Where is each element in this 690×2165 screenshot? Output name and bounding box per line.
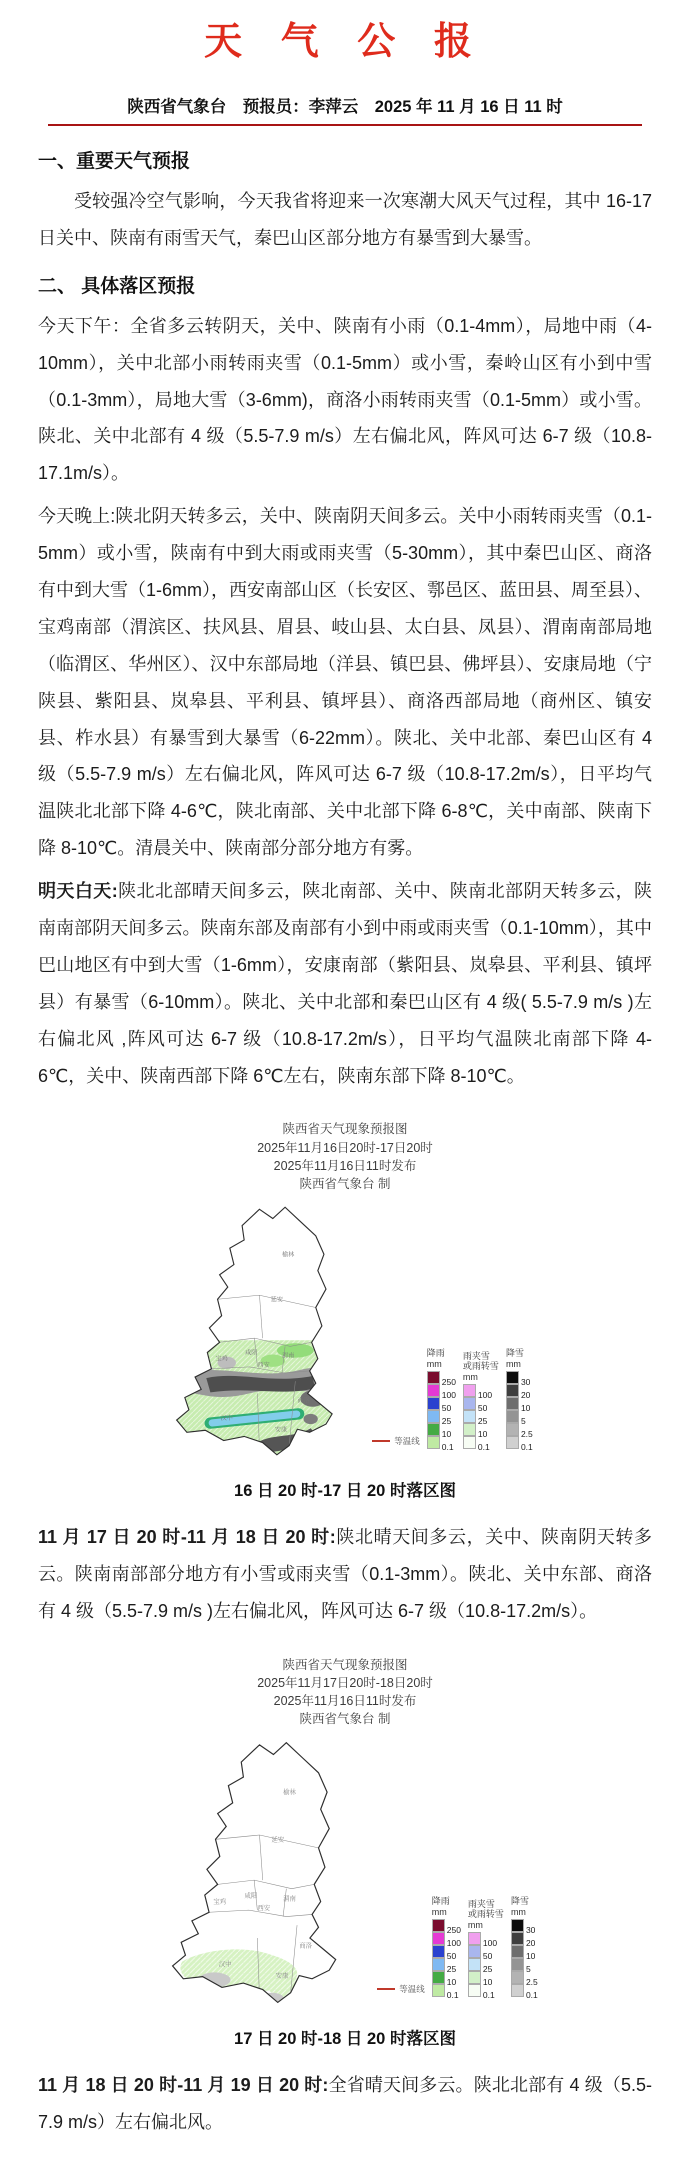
map2-header xyxy=(38,1656,652,1729)
map2-header-line1: 陕西省天气现象预报图 xyxy=(282,1657,408,1672)
map1-header-line2: 2025年11月16日20时-17日20时 xyxy=(257,1140,433,1155)
legend-segment xyxy=(468,1932,498,1949)
legend-sleet-title: 雨夹雪 或雨转雪 mm xyxy=(467,1899,504,1930)
city-label: 延安 xyxy=(270,1296,284,1304)
map1-header-line1: 陕西省天气现象预报图 xyxy=(282,1122,408,1137)
issuer-meta-line: 陕西省气象台 预报员：李萍云 2025 年 11 月 16 日 11 时 xyxy=(127,98,563,116)
legend-snow-column xyxy=(505,1348,533,1452)
legend-value-label: 0.1 xyxy=(520,1441,533,1452)
city-label: 汉中 xyxy=(218,1961,232,1969)
legend-color-swatch xyxy=(468,1984,481,1997)
legend-color-swatch xyxy=(427,1410,440,1423)
legend-value-label: 50 xyxy=(482,1951,493,1962)
legend-snow-column xyxy=(510,1896,538,2001)
legend-snow-title: 降雪 mm xyxy=(510,1896,529,1917)
city-label: 渭南 xyxy=(283,1895,297,1903)
city-label: 咸阳 xyxy=(245,1349,258,1357)
legend-rain-title: 降雨 mm xyxy=(426,1348,445,1369)
legend-color-swatch xyxy=(468,1958,481,1971)
legend-value-label: 10 xyxy=(441,1428,452,1439)
legend-snow-bar xyxy=(506,1371,533,1452)
legend-value-label: 0.1 xyxy=(446,1990,459,2001)
legend-color-swatch xyxy=(427,1436,440,1449)
city-label: 西安 xyxy=(257,1905,271,1913)
city-label: 安康 xyxy=(275,1426,288,1434)
legend-color-swatch xyxy=(506,1410,519,1423)
legend-snow-title: 降雪 mm xyxy=(505,1348,524,1369)
map2-header-line2: 2025年11月17日20时-18日20时 xyxy=(257,1675,433,1690)
map2-area xyxy=(65,1732,625,2011)
legend-color-swatch xyxy=(463,1423,476,1436)
shaanxi-map-2 xyxy=(152,1732,367,2011)
legend-value-label: 25 xyxy=(441,1415,452,1426)
legend-color-swatch xyxy=(463,1384,476,1397)
legend-color-swatch xyxy=(511,1984,524,1997)
legend-value-label: 250 xyxy=(446,1925,461,1936)
legend-value-label: 5 xyxy=(525,1964,531,1975)
legend-sleet-column xyxy=(462,1350,499,1452)
map1-caption: 16 日 20 时-17 日 20 时落区图 xyxy=(234,1481,456,1500)
city-label: 汉中 xyxy=(220,1415,234,1423)
tomorrow-forecast-paragraph xyxy=(38,873,652,1094)
legend-value-label: 100 xyxy=(482,1938,498,1949)
legend-color-swatch xyxy=(432,1971,445,1984)
isoline-legend xyxy=(377,1983,425,1995)
isoline-symbol xyxy=(372,1440,390,1442)
forecast-map-block-1 xyxy=(38,1120,652,1501)
legend-value-label: 25 xyxy=(482,1964,493,1975)
city-label: 安康 xyxy=(275,1972,289,1980)
legend-color-swatch xyxy=(432,1958,445,1971)
map2-caption: 17 日 20 时-18 日 20 时落区图 xyxy=(234,2030,456,2049)
legend-segment xyxy=(511,1971,538,1988)
legend-color-swatch xyxy=(511,1958,524,1971)
legend-color-swatch xyxy=(468,1945,481,1958)
section2-heading: 二、 具体落区预报 xyxy=(38,275,196,297)
city-label: 榆林 xyxy=(283,1789,297,1797)
important-forecast-text: 受较强冷空气影响，今天我省将迎来一次寒潮大风天气过程，其中 16-17 日关中、陕南有雨雪天气，秦巴山区部分地方有暴雪到大暴雪。 xyxy=(38,191,652,248)
legend-color-swatch xyxy=(432,1919,445,1932)
legend-color-swatch xyxy=(463,1436,476,1449)
legend-value-label: 20 xyxy=(520,1389,531,1400)
nov17-label: 11 月 17 日 20 时-11 月 18 日 20 时: xyxy=(38,1526,336,1547)
legend-rain-bar xyxy=(432,1919,461,2001)
legend-color-swatch xyxy=(506,1397,519,1410)
legend-snow-bar xyxy=(511,1919,538,2001)
map2-legend xyxy=(377,1896,538,2011)
city-label: 咸阳 xyxy=(244,1892,258,1900)
legend-color-swatch xyxy=(432,1932,445,1945)
legend-value-label: 0.1 xyxy=(525,1990,538,2001)
legend-color-swatch xyxy=(506,1384,519,1397)
afternoon-forecast-paragraph xyxy=(38,308,652,492)
legend-color-swatch xyxy=(432,1945,445,1958)
legend-value-label: 20 xyxy=(525,1938,536,1949)
legend-color-swatch xyxy=(427,1397,440,1410)
legend-value-label: 0.1 xyxy=(482,1990,495,2001)
map1-header-line3: 2025年11月16日11时发布 xyxy=(273,1158,417,1173)
legend-segment xyxy=(463,1384,493,1400)
afternoon-text: 全省多云转阴天，关中、陕南有小雨（0.1-4mm），局地中雨（4-10mm），关中北部小雨转雨夹雪（0.1-5mm）或小雪，秦岭山区有小到中雪（0.1-3mm），局地大雪（3-6mm)，商洛小雨转雨夹雪（0.1-5mm）或小雪。陕北、关中北部有 4 级（5.5-7.9 m/s）左右偏北风，阵风可达 6-7 级（10.8-17.1m/s）。 xyxy=(38,315,652,484)
city-label: 宝鸡 xyxy=(213,1898,227,1906)
section1-heading: 一、重要天气预报 xyxy=(38,151,191,172)
meta-underline xyxy=(48,93,642,126)
legend-color-swatch xyxy=(511,1919,524,1932)
legend-value-label: 50 xyxy=(477,1402,488,1413)
legend-value-label: 250 xyxy=(441,1376,456,1387)
isoline-label: 等温线 xyxy=(399,1984,425,1995)
city-label: 榆林 xyxy=(282,1251,295,1259)
legend-color-swatch xyxy=(511,1945,524,1958)
shaanxi-map-1 xyxy=(157,1197,362,1463)
legend-value-label: 10 xyxy=(477,1428,488,1439)
legend-segment xyxy=(432,1919,461,1936)
legend-value-label: 10 xyxy=(446,1977,457,1988)
legend-rain-column xyxy=(431,1896,461,2001)
legend-color-swatch xyxy=(506,1436,519,1449)
legend-segment xyxy=(506,1423,533,1439)
isoline-label: 等温线 xyxy=(394,1435,420,1446)
important-forecast-paragraph xyxy=(38,183,652,257)
nov17-forecast-paragraph xyxy=(38,1519,652,1630)
city-label: 延安 xyxy=(271,1836,285,1844)
legend-value-label: 10 xyxy=(482,1977,493,1988)
map2-header-line4: 陕西省气象台 制 xyxy=(299,1712,391,1727)
legend-value-label: 0.1 xyxy=(441,1441,454,1452)
legend-value-label: 30 xyxy=(525,1925,536,1936)
legend-value-label: 10 xyxy=(520,1402,531,1413)
nov18-text: 全省晴天间多云。陕北北部有 4 级（5.5-7.9 m/s）左右偏北风。 xyxy=(38,2075,653,2133)
legend-color-swatch xyxy=(511,1932,524,1945)
legend-value-label: 50 xyxy=(441,1402,452,1413)
legend-sleet-title: 雨夹雪 或雨转雪 mm xyxy=(462,1350,499,1382)
legend-sleet-bar xyxy=(463,1384,493,1452)
map1-header-line4: 陕西省气象台 制 xyxy=(299,1176,391,1191)
legend-color-swatch xyxy=(506,1371,519,1384)
legend-value-label: 25 xyxy=(446,1964,457,1975)
map1-area xyxy=(65,1197,625,1463)
legend-rain-bar xyxy=(427,1371,456,1452)
city-label: 渭南 xyxy=(282,1352,295,1360)
city-label: 西安 xyxy=(257,1361,270,1369)
legend-color-swatch xyxy=(463,1410,476,1423)
isoline-legend xyxy=(372,1435,420,1447)
tonight-text: 陕北阴天转多云，关中、陕南阴天间多云。关中小雨转雨夹雪（0.1-5mm）或小雪，陕南有中到大雨或雨夹雪（5-30mm），其中秦巴山区、商洛有中到大雪（1-6mm），西安南部山区（长安区、鄠邑区、蓝田县、周至县）、宝鸡南部（渭滨区、扶风县、眉县、岐山县、太白县、凤县）、渭南南部局地（临渭区、华州区）、汉中东部局地（洋县、镇巴县、佛坪县）、安康局地（宁陕县、紫阳县、岚皋县、平利县、镇坪县）、商洛西部局地（商州区、镇安县、柞水县）有暴雪到大暴雪（6-22mm）。陕北、关中北部、秦巴山区有 4 级（5.5-7.9 m/s）左右偏北风，阵风可达 6-7 级（10.8-17.2m/s），日平均气温陕北北部下降 4-6℃，陕北南部、关中北部下降 6-8℃，关中南部、陕南下降 8-10℃。清晨关中、陕南部分部分地方有雾。 xyxy=(38,506,653,859)
map1-legend xyxy=(372,1348,533,1463)
legend-value-label: 30 xyxy=(520,1376,531,1387)
isoline-symbol xyxy=(377,1988,395,1990)
legend-value-label: 100 xyxy=(477,1389,493,1400)
nov18-forecast-paragraph xyxy=(38,2067,652,2141)
nov17-text: 陕北晴天间多云，关中、陕南阴天转多云。陕南南部部分地方有小雪或雨夹雪（0.1-3mm）。陕北、关中东部、商洛有 4 级（5.5-7.9 m/s )左右偏北风，阵风可达 6-7 级（10.8-17.2m/s）。 xyxy=(38,1526,653,1621)
city-label: 商洛 xyxy=(297,1397,310,1405)
legend-rain-title: 降雨 mm xyxy=(431,1896,450,1917)
legend-segment xyxy=(506,1371,533,1387)
legend-segment xyxy=(511,1919,538,1936)
legend-color-swatch xyxy=(468,1932,481,1945)
tonight-label: 今天晚上: xyxy=(38,506,116,527)
afternoon-label: 今天下午： xyxy=(38,315,131,336)
legend-color-swatch xyxy=(427,1371,440,1384)
legend-value-label: 2.5 xyxy=(520,1428,533,1439)
legend-color-swatch xyxy=(463,1397,476,1410)
city-label: 宝鸡 xyxy=(215,1355,228,1363)
legend-value-label: 25 xyxy=(477,1415,488,1426)
legend-color-swatch xyxy=(427,1384,440,1397)
tomorrow-text: 陕北北部晴天间多云，陕北南部、关中、陕南北部阴天转多云，陕南南部阴天间多云。陕南东部及南部有小到中雨或雨夹雪（0.1-10mm），其中巴山地区有中到大雪（1-6mm），安康南部（紫阳县、岚皋县、平利县、镇坪县）有暴雪（6-10mm）。陕北、关中北部和秦巴山区有 4 级( 5.5-7.9 m/s )左右偏北风 ,阵风可达 6-7 级（10.8-17.2m/s），日平均气温陕北南部下降 4-6℃，关中、陕南西部下降 6℃左右，陕南东部下降 8-10℃。 xyxy=(38,881,653,1086)
map2-header-line3: 2025年11月16日11时发布 xyxy=(273,1693,417,1708)
legend-color-swatch xyxy=(511,1971,524,1984)
legend-value-label: 5 xyxy=(520,1415,526,1426)
legend-sleet-bar xyxy=(468,1932,498,2001)
legend-color-swatch xyxy=(468,1971,481,1984)
page-title: 天 气 公 报 xyxy=(204,21,486,63)
legend-color-swatch xyxy=(427,1423,440,1436)
forecast-map-block-2 xyxy=(38,1656,652,2050)
legend-color-swatch xyxy=(506,1423,519,1436)
legend-sleet-column xyxy=(467,1899,504,2001)
legend-value-label: 10 xyxy=(525,1951,536,1962)
legend-value-label: 50 xyxy=(446,1951,457,1962)
tomorrow-label: 明天白天: xyxy=(38,881,118,902)
map1-header xyxy=(38,1120,652,1193)
legend-value-label: 0.1 xyxy=(477,1441,490,1452)
legend-value-label: 2.5 xyxy=(525,1977,538,1988)
nov18-label: 11 月 18 日 20 时-11 月 19 日 20 时: xyxy=(38,2075,329,2096)
legend-value-label: 100 xyxy=(446,1938,461,1949)
legend-value-label: 100 xyxy=(441,1389,456,1400)
tonight-forecast-paragraph xyxy=(38,498,652,867)
legend-color-swatch xyxy=(432,1984,445,1997)
legend-rain-column xyxy=(426,1348,456,1452)
legend-segment xyxy=(427,1371,456,1387)
city-label: 商洛 xyxy=(299,1942,313,1950)
